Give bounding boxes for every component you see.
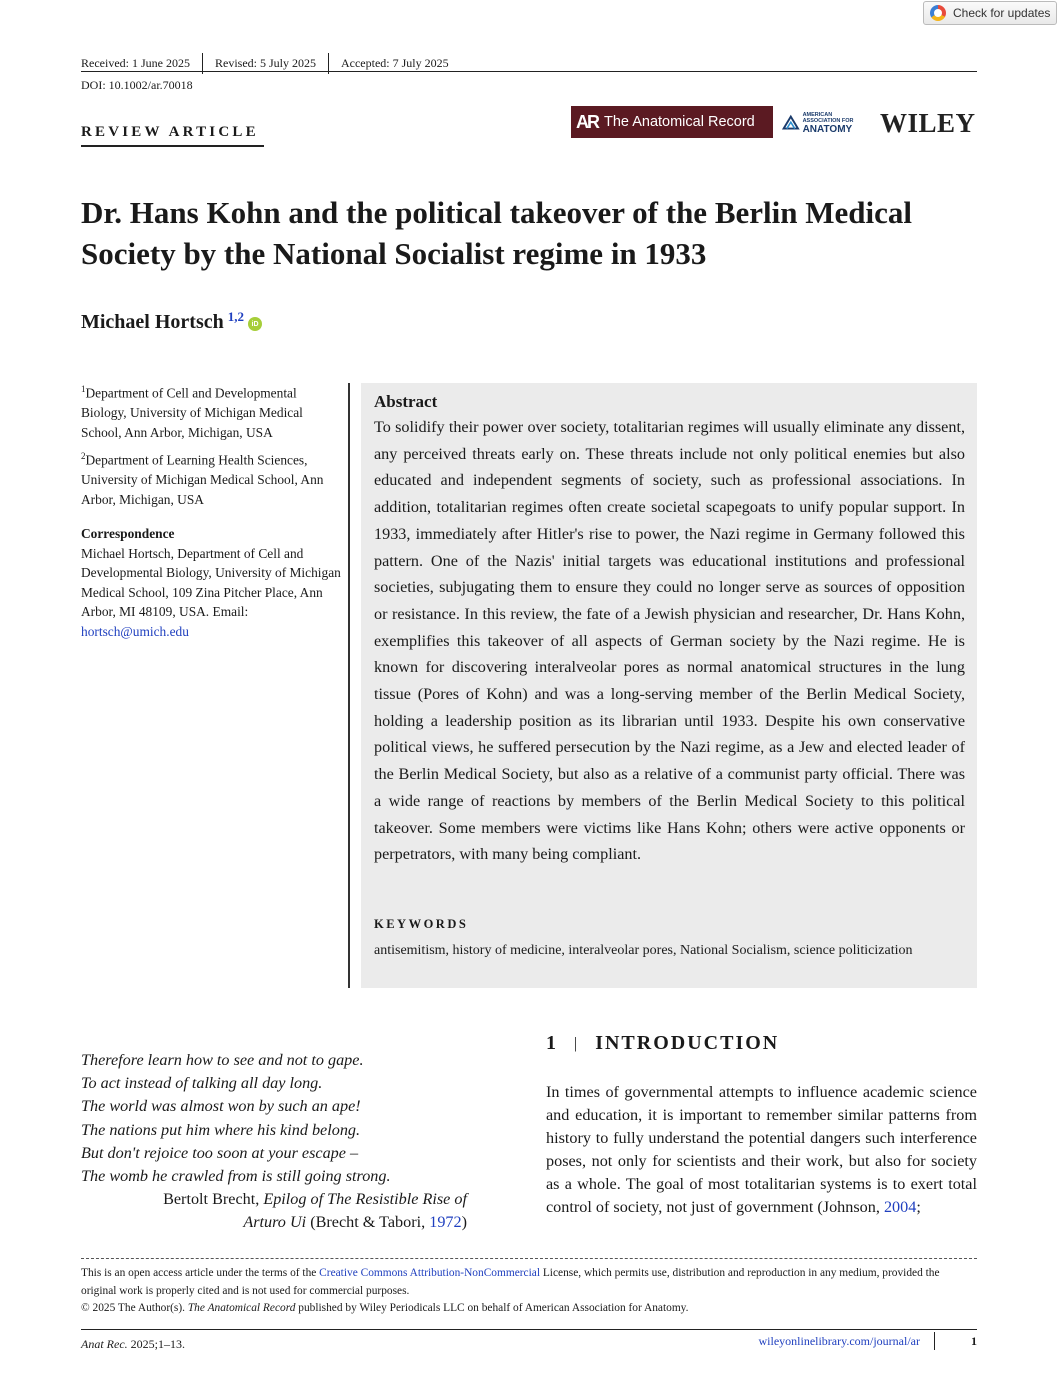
header-rule bbox=[81, 71, 977, 72]
epigraph-attribution: Arturo Ui (Brecht & Tabori, 1972) bbox=[243, 1213, 467, 1232]
check-for-updates-button[interactable] bbox=[923, 1, 1057, 25]
affiliation-item: $^1$Department of Cell and Developmental Biology, University of Michigan Medical School, Ann Arbor, Michigan, USA bbox=[81, 384, 303, 440]
association-logo[interactable] bbox=[782, 110, 868, 136]
crossmark-icon bbox=[930, 5, 946, 21]
reference-link[interactable]: 1972 bbox=[429, 1213, 462, 1232]
epigraph bbox=[81, 1049, 471, 1235]
association-mark-icon bbox=[782, 112, 800, 134]
section-bar: | bbox=[574, 1034, 580, 1052]
article-type-underline bbox=[81, 145, 264, 147]
epigraph-line: The world was almost won by such an ape! bbox=[81, 1097, 361, 1116]
publisher-logo[interactable]: WILEY bbox=[880, 108, 976, 138]
epigraph-attribution: Bertolt Brecht, Epilog of The Resistible Rise of bbox=[163, 1190, 467, 1209]
abstract-text: To solidify their power over society, totalitarian regimes will usually eliminate any dissent, any perceived threats early on. These threats include not only political enemies but also educated and independent segments of society, such as professional associations. In addition, totalitarian regimes often create societal scapegoats to unify popular support. In 1933, immediately after Hitler's rise to power, the Nazi regime in Germany followed this pattern. One of the Nazis' initial targets was educational institutions and professional societies, subjugating them to ensure they could no longer serve as sources of opposition or resistance. In this review, the fate of a Jewish physician and researcher, Dr. Hans Kohn, exemplifies this takeover of all aspects of German society by the Nazi regime. He is known for discovering interalveolar pores as normal anatomical structures in the lung tissue (Pores of Kohn) and was a long-serving member of the Berlin Medical Society, holding a leadership position as its librarian until 1933. Despite his own conservative political views, he suffered persecution by the Nazi regime, as a Jew and elected leader of the Berlin Medical Society, but also as a relative of a communist party official. There was a wide range of reactions by members of the Berlin Medical Society to this political takeover. Some members were victims like Hans Kohn; others were active opponents or perpetrators, with many being compliant. bbox=[374, 418, 965, 864]
reference-link[interactable]: 2004 bbox=[883, 1198, 917, 1217]
keywords-heading: KEYWORDS bbox=[374, 917, 469, 931]
revised-date: Revised: 5 July 2025 bbox=[214, 56, 316, 70]
journal-url-link[interactable]: wileyonlinelibrary.com/journal/ar bbox=[758, 1333, 920, 1348]
journal-name: The Anatomical Record bbox=[604, 114, 755, 130]
page-number: 1 bbox=[971, 1333, 977, 1348]
article-type: REVIEW ARTICLE bbox=[81, 124, 259, 140]
association-big-text: ANATOMY bbox=[802, 123, 853, 135]
epigraph-line: But don't rejoice too soon at your escape – bbox=[81, 1143, 359, 1162]
author-line bbox=[81, 311, 262, 334]
column-divider bbox=[348, 383, 350, 988]
section-title: INTRODUCTION bbox=[595, 1032, 780, 1054]
author-affiliation-refs[interactable]: 1,2 bbox=[227, 309, 244, 324]
section-number: 1 bbox=[546, 1032, 558, 1054]
article-title: Dr. Hans Kohn and the political takeover of the Berlin Medical Society by the National Socialist regime in 1933 bbox=[81, 195, 912, 271]
correspondence-text: Michael Hortsch, Department of Cell and Developmental Biology, University of Michigan Medical School, 109 Zina Pitcher Place, Ann Arbor, MI 48109, USA. Email: hortsch@umich.edu bbox=[81, 545, 341, 639]
journal-monogram: AR bbox=[576, 111, 598, 132]
epigraph-line: Therefore learn how to see and not to gape. bbox=[81, 1051, 364, 1069]
epigraph-line: The womb he crawled from is still going strong. bbox=[81, 1167, 391, 1186]
intro-paragraph: In times of governmental attempts to influence academic science and education, it is important to remember similar patterns from history to fully understand the potential dangers such interference poses, not only for scientists and their work, but also for society as a whole. The goal of most totalitarian systems is to exert total control of society, not just of government (Johnson, 2004; bbox=[546, 1083, 977, 1217]
license-link[interactable]: Creative Commons Attribution-NonCommercial bbox=[319, 1267, 540, 1279]
doi: DOI: 10.1002/ar.70018 bbox=[81, 78, 193, 92]
citation: Anat Rec. 2025;1–13. bbox=[81, 1337, 185, 1351]
author-name: Michael Hortsch bbox=[81, 311, 224, 333]
correspondence bbox=[81, 524, 343, 642]
section-heading bbox=[546, 1032, 779, 1055]
correspondence-heading: Correspondence bbox=[81, 526, 175, 541]
keywords-list: antisemitism, history of medicine, interalveolar pores, National Socialism, science politicization bbox=[374, 943, 913, 958]
footer-rule bbox=[81, 1329, 977, 1330]
received-date: Received: 1 June 2025 bbox=[81, 56, 190, 70]
epigraph-line: The nations put him where his kind belong. bbox=[81, 1120, 361, 1139]
footnote-divider bbox=[81, 1258, 977, 1259]
journal-logo[interactable] bbox=[571, 106, 773, 138]
footer-separator bbox=[934, 1332, 935, 1350]
abstract-heading: Abstract bbox=[374, 392, 438, 411]
affiliation-item: $^2$Department of Learning Health Sciences, University of Michigan Medical School, Ann Arbor, Michigan, USA bbox=[81, 451, 324, 507]
license-note: This is an open access article under the terms of the Creative Commons Attribution-NonCommercial License, which permits use, distribution and reproduction in any medium, provided the original work is properly cited and is not used for commercial purposes. © 2025 The Author(s). The Anatomical Record published by Wiley Periodicals LLC on behalf of American Association for Anatomy. bbox=[81, 1267, 940, 1314]
epigraph-line: To act instead of talking all day long. bbox=[81, 1074, 323, 1093]
affiliations bbox=[81, 380, 343, 515]
check-for-updates-label: Check for updates bbox=[953, 6, 1051, 20]
orcid-icon[interactable]: iD bbox=[248, 317, 262, 331]
accepted-date: Accepted: 7 July 2025 bbox=[340, 56, 449, 70]
email-link[interactable]: hortsch@umich.edu bbox=[81, 623, 189, 639]
footer-right bbox=[758, 1332, 977, 1350]
association-small-text: AMERICAN ASSOCIATION FOR bbox=[802, 111, 854, 124]
